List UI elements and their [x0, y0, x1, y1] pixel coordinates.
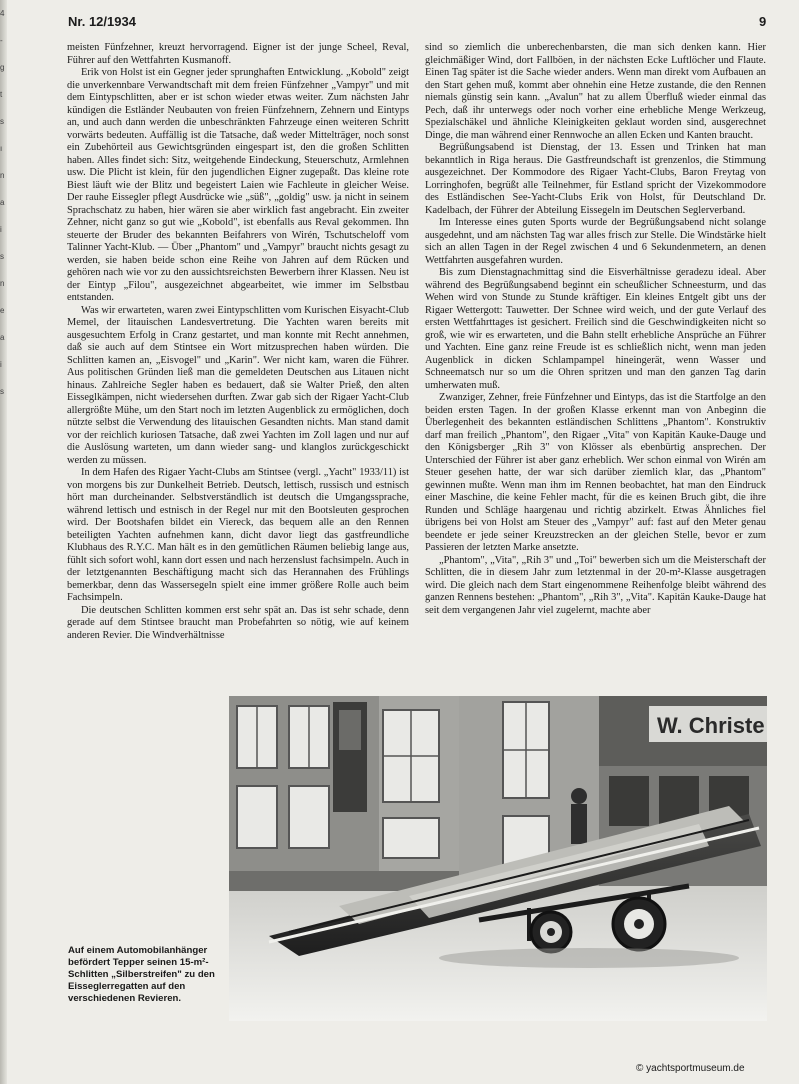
paragraph: Begrüßungsabend ist Dienstag, der 13. Essen und Trinken hat man bekanntlich in Riga heraus. Die Gastfreundschaft ist grenzenlos, die Stimmung ausgezeichnet. Der Kommodore des Rigaer Yacht-Clubs, Baron Freytag von Lorringhofen, begrüßt alle Teilnehmer, für Estland spricht der Vizekommodore des Estländischen See-Yacht-Clubs Erik von Holst, für Deutschland Dr. Kadelbach, der Führer der Abteilung Eissegeln im Deutschen Seglerverband.: [425, 142, 766, 216]
paragraph: Bis zum Dienstagnachmittag sind die Eisverhältnisse geradezu ideal. Aber während des Begrüßungsabend beginnt ein scheußlicher Schneesturm, und das Wehen wird von Stunde zu Stunde kräftiger. Ein kleines Entgelt gibt uns der Rigaer Wettergott: Tauwetter. Der Schnee wird weich, und der gute Verlauf des ersten Wettfahrttages ist gesichert. Freilich sind die Geschwindigkeiten nicht so groß, wie wir es erwarteten, und die Bahn stellt erhebliche Ansprüche an Führer und Yachten. Eine ganz reine Freude ist es schließlich nicht, wenn man jeden Augenblick in dicken Schlampampel hineingerät, wenn Wasser und Schneematsch nur so um die Ohren spritzen und man den ganzen Tag darin umherwaten muß.: [425, 267, 766, 391]
edge-mark: n: [0, 171, 5, 180]
paragraph: meisten Fünfzehner, kreuzt hervorragend. Eigner ist der junge Scheel, Reval, Führer auf den Wettfahrten Kusmanoff.: [67, 42, 409, 66]
edge-mark: s: [0, 252, 4, 261]
article-column-left: [67, 42, 409, 699]
page-number: 9: [759, 14, 767, 29]
edge-mark: g: [0, 63, 5, 72]
edge-mark: n: [0, 279, 5, 288]
edge-mark: -: [0, 36, 3, 45]
edge-mark: t: [0, 90, 3, 99]
paragraph: „Phantom", „Vita", „Rih 3" und „Toi" bewerben sich um die Meisterschaft der Schlitten, die in diesem Jahr zum letztenmal in der 20-m²-Klasse ausgetragen wird. Die gleich nach dem Start eingenommene Reihenfolge bleibt während des ganzen Rennens bestehen: „Phantom", „Rih 3", „Vita". Kapitän Kauke-Dauge hat seit dem vergangenen Jahr viel zugelernt, machte aber: [425, 554, 766, 616]
paragraph: Was wir erwarteten, waren zwei Eintypschlitten vom Kurischen Eisyacht-Club Memel, der litauischen Landesvertretung. Die Yachten waren bereits mit ausgesuchtem Erfolg in Cranz gestartet, und man konnte mit Recht annehmen, daß sie auch auf dem Stintsee ein Wort mitzusprechen haben würden. Die Schlitten kamen an, „Eisvogel" und „Karin". Wer nicht kam, waren die Führer. Aus politischen Gründen ließ man die gemeldeten Deutschen aus Litauen nicht hinaus. Zahlreiche Segler haben es bedauert, daß sie Walter Prieß, den alten Eisseglkämpen, nicht wiedersehen durften. Zwar gab sich der Rigaer Yacht-Club allergrößte Mühe, um den Start noch im letzten Augenblick zu ermöglichen, doch nützte selbst die Verwendung des litauischen Gesandten nichts. Man stand damit vor der reichlich kuriosen Tatsache, daß zwei Yachten im Zoll lagen und nur auf die Auslösung warteten, um dann wieder sang- und klanglos zurückgeschickt werden zu müssen.: [67, 304, 409, 466]
paragraph: In dem Hafen des Rigaer Yacht-Clubs am Stintsee (vergl. „Yacht" 1933/11) ist von morgens bis zur Dunkelheit Betrieb. Deutsch, lettisch, russisch und estnisch hört man durcheinander. Selbstverständlich ist deutsch die Umgangssprache, während lettisch und estnisch in der Regel nur mit den Bootsleuten gesprochen wird. Der Bootshafen bildet ein Viereck, das bequem alle an den Rennen beteiligten Yachten aufnehmen kann, dicht davor liegt das gastfreundliche Klubhaus des R.Y.C. Man hält es in den gemütlichen Räumen beliebig lange aus, fühlt sich sofort wohl, kann dort essen und nach herzenslust fachsimpeln. Auch in der letztgenannten Beschäftigung macht sich das Herannahen des Frühlings bemerkbar, denn das Wassersegeln spielt eine immer größere Rolle auch beim Fachsimpeln.: [67, 467, 409, 603]
edge-mark: e: [0, 306, 5, 315]
paragraph: Zwanziger, Zehner, freie Fünfzehner und Eintyps, das ist die Startfolge an den beiden ersten Tagen. In der großen Klasse erkennt man von Anbeginn die Überlegenheit des bekannten estländischen Schlittens „Phantom". Konstruktiv darf man freilich „Phantom", den Rigaer „Vita" von Kapitän Kauke-Dauge und den Königsberger „Rih 3" von Klösser als ebenbürtig ansprechen. Der Unterschied der Führer ist aber ganz erheblich. Wer schon einmal von Wirén am Steuer gesehen hatte, der war sich darüber ziemlich klar, das „Phantom" gewinnen mußte. Wenn man ihm im Rennen beobachtet, hat man den Eindruck einer Maschine, die keine Fehler macht, für die es keinen Bruch gibt, die ihre Runden und Schläge haargenau und richtig abzirkelt. Etwas Ähnliches fiel übrigens bei von Holst am Steuer des „Vampyr" auf: fast auf den Meter genau beendete er jede seiner Kreuzstrecken an der gleichen Stelle, bevor er zum Passieren der letzten Marke ansetzte.: [425, 392, 766, 553]
edge-mark: 4: [0, 9, 5, 18]
edge-mark: s: [0, 387, 4, 396]
issue-number: Nr. 12/1934: [68, 14, 136, 29]
left-edge-marks: [0, 0, 10, 405]
photo-iceboat-trailer: [229, 696, 767, 1021]
edge-mark: a: [0, 333, 5, 342]
paragraph: Die deutschen Schlitten kommen erst sehr spät an. Das ist sehr schade, denn gerade auf dem Stintsee braucht man Probefahrten so nötig, wie auf keinem anderen Revier. Die Windverhältnisse: [67, 604, 409, 641]
photo-caption: Auf einem Automobilanhänger befördert Tepper seinen 15-m²-Schlitten „Silberstreifen" zu den Eisseglerregatten auf den verschiedenen Revieren.: [68, 945, 215, 1004]
paragraph: sind so ziemlich die unberechenbarsten, die man sich denken kann. Hier gleichmäßiger Wind, dort Fallböen, in der nächsten Ecke Luftlöcher und Flaute. Einen Tag später ist die Sache wieder anders. Wenn man direkt vom Aufbauen an den Start gehen muß, kommt aber ohnehin eine Hetze zustande, die den Rennen niemals günstig sein kann. „Avalun" hat zu allem Überfluß wieder einmal das Pech, daß ihr unterwegs oder noch vorher eine erhebliche Menge Werkzeug, Spezialschäkel und ähnliche Kleinigkeiten geklaut worden sind, ausgerechnet Dinge, die man während einer Rennwoche an allen Ecken und Kanten braucht.: [425, 42, 766, 141]
watermark: © yachtsportmuseum.de: [636, 1063, 745, 1074]
edge-mark: a: [0, 198, 5, 207]
paragraph: Erik von Holst ist ein Gegner jeder sprunghaften Entwicklung. „Kobold" zeigt die unverkennbare Verwandtschaft mit dem freien Fünfzehner „Vampyr" und mit dem Eintypschlitten, aber er ist schon wieder etwas weiter. Zum nächsten Jahr kündigen die Estländer Neubauten von freien Fünfzehnern, Zehnern und Eintyps an, und auch dann werden die unbeschränkten Fahrzeuge einen weiteren Schritt vorwärts bedeuten. Auffällig ist die Tatsache, daß weder Mittelträger, noch sonst ein Zubehörteil aus Gewichtsgründen eingespart ist, den die großen Schlitten haben. Alles findet sich: Sitz, weitgehende Eindeckung, Steuerschutz, Armlehnen usw. Die Plicht ist klein, für den jugendlichen Eigner zugepaßt. Das kleine rote Biest läuft wie der Blitz und begeistert Laien wie Fachleute in gleicher Weise. Der rauhe Eissegler pflegt Ausdrücke wie „süß", „goldig" usw. ja nicht in seinem Sprachschatz zu haben, hier wären sie aber wirklich fast angebracht. Ein zweiter Zehner, nicht ganz so gut wie „Kobold", ist ebenfalls aus Reval gekommen. Ihn steuerte der Bruder des bekannten Beifahrers von Wirén, Tschutscheloff vom Talinner Yacht-Klub. — Über „Phantom" und „Vampyr" braucht nichts gesagt zu werden, sie haben beide schon eine Reihe von Jahren auf dem Rücken und gehören nach wie vor zu den aussichtsreichsten Bewerbern ihrer Klassen. Neu ist der Eintyp „Filou", ausgezeichnet abgearbeitet, wie immer im Selbstbau entstanden.: [67, 67, 409, 303]
edge-mark: s: [0, 117, 4, 126]
shop-sign-text: W. Christe: [657, 713, 765, 738]
edge-mark: ı: [0, 144, 3, 153]
edge-mark: i: [0, 360, 2, 369]
paragraph: Im Interesse eines guten Sports wurde der Begrüßungsabend nicht solange ausgedehnt, und am nächsten Tag war alles frisch zur Stelle. Die Windstärke hielt sich an allen Tagen in der Regel zwischen 4 und 6 Sekundenmetern, an denen Wettfahrten ausgefahren wurden.: [425, 217, 766, 266]
edge-mark: i: [0, 225, 2, 234]
article-column-right: [425, 42, 766, 700]
